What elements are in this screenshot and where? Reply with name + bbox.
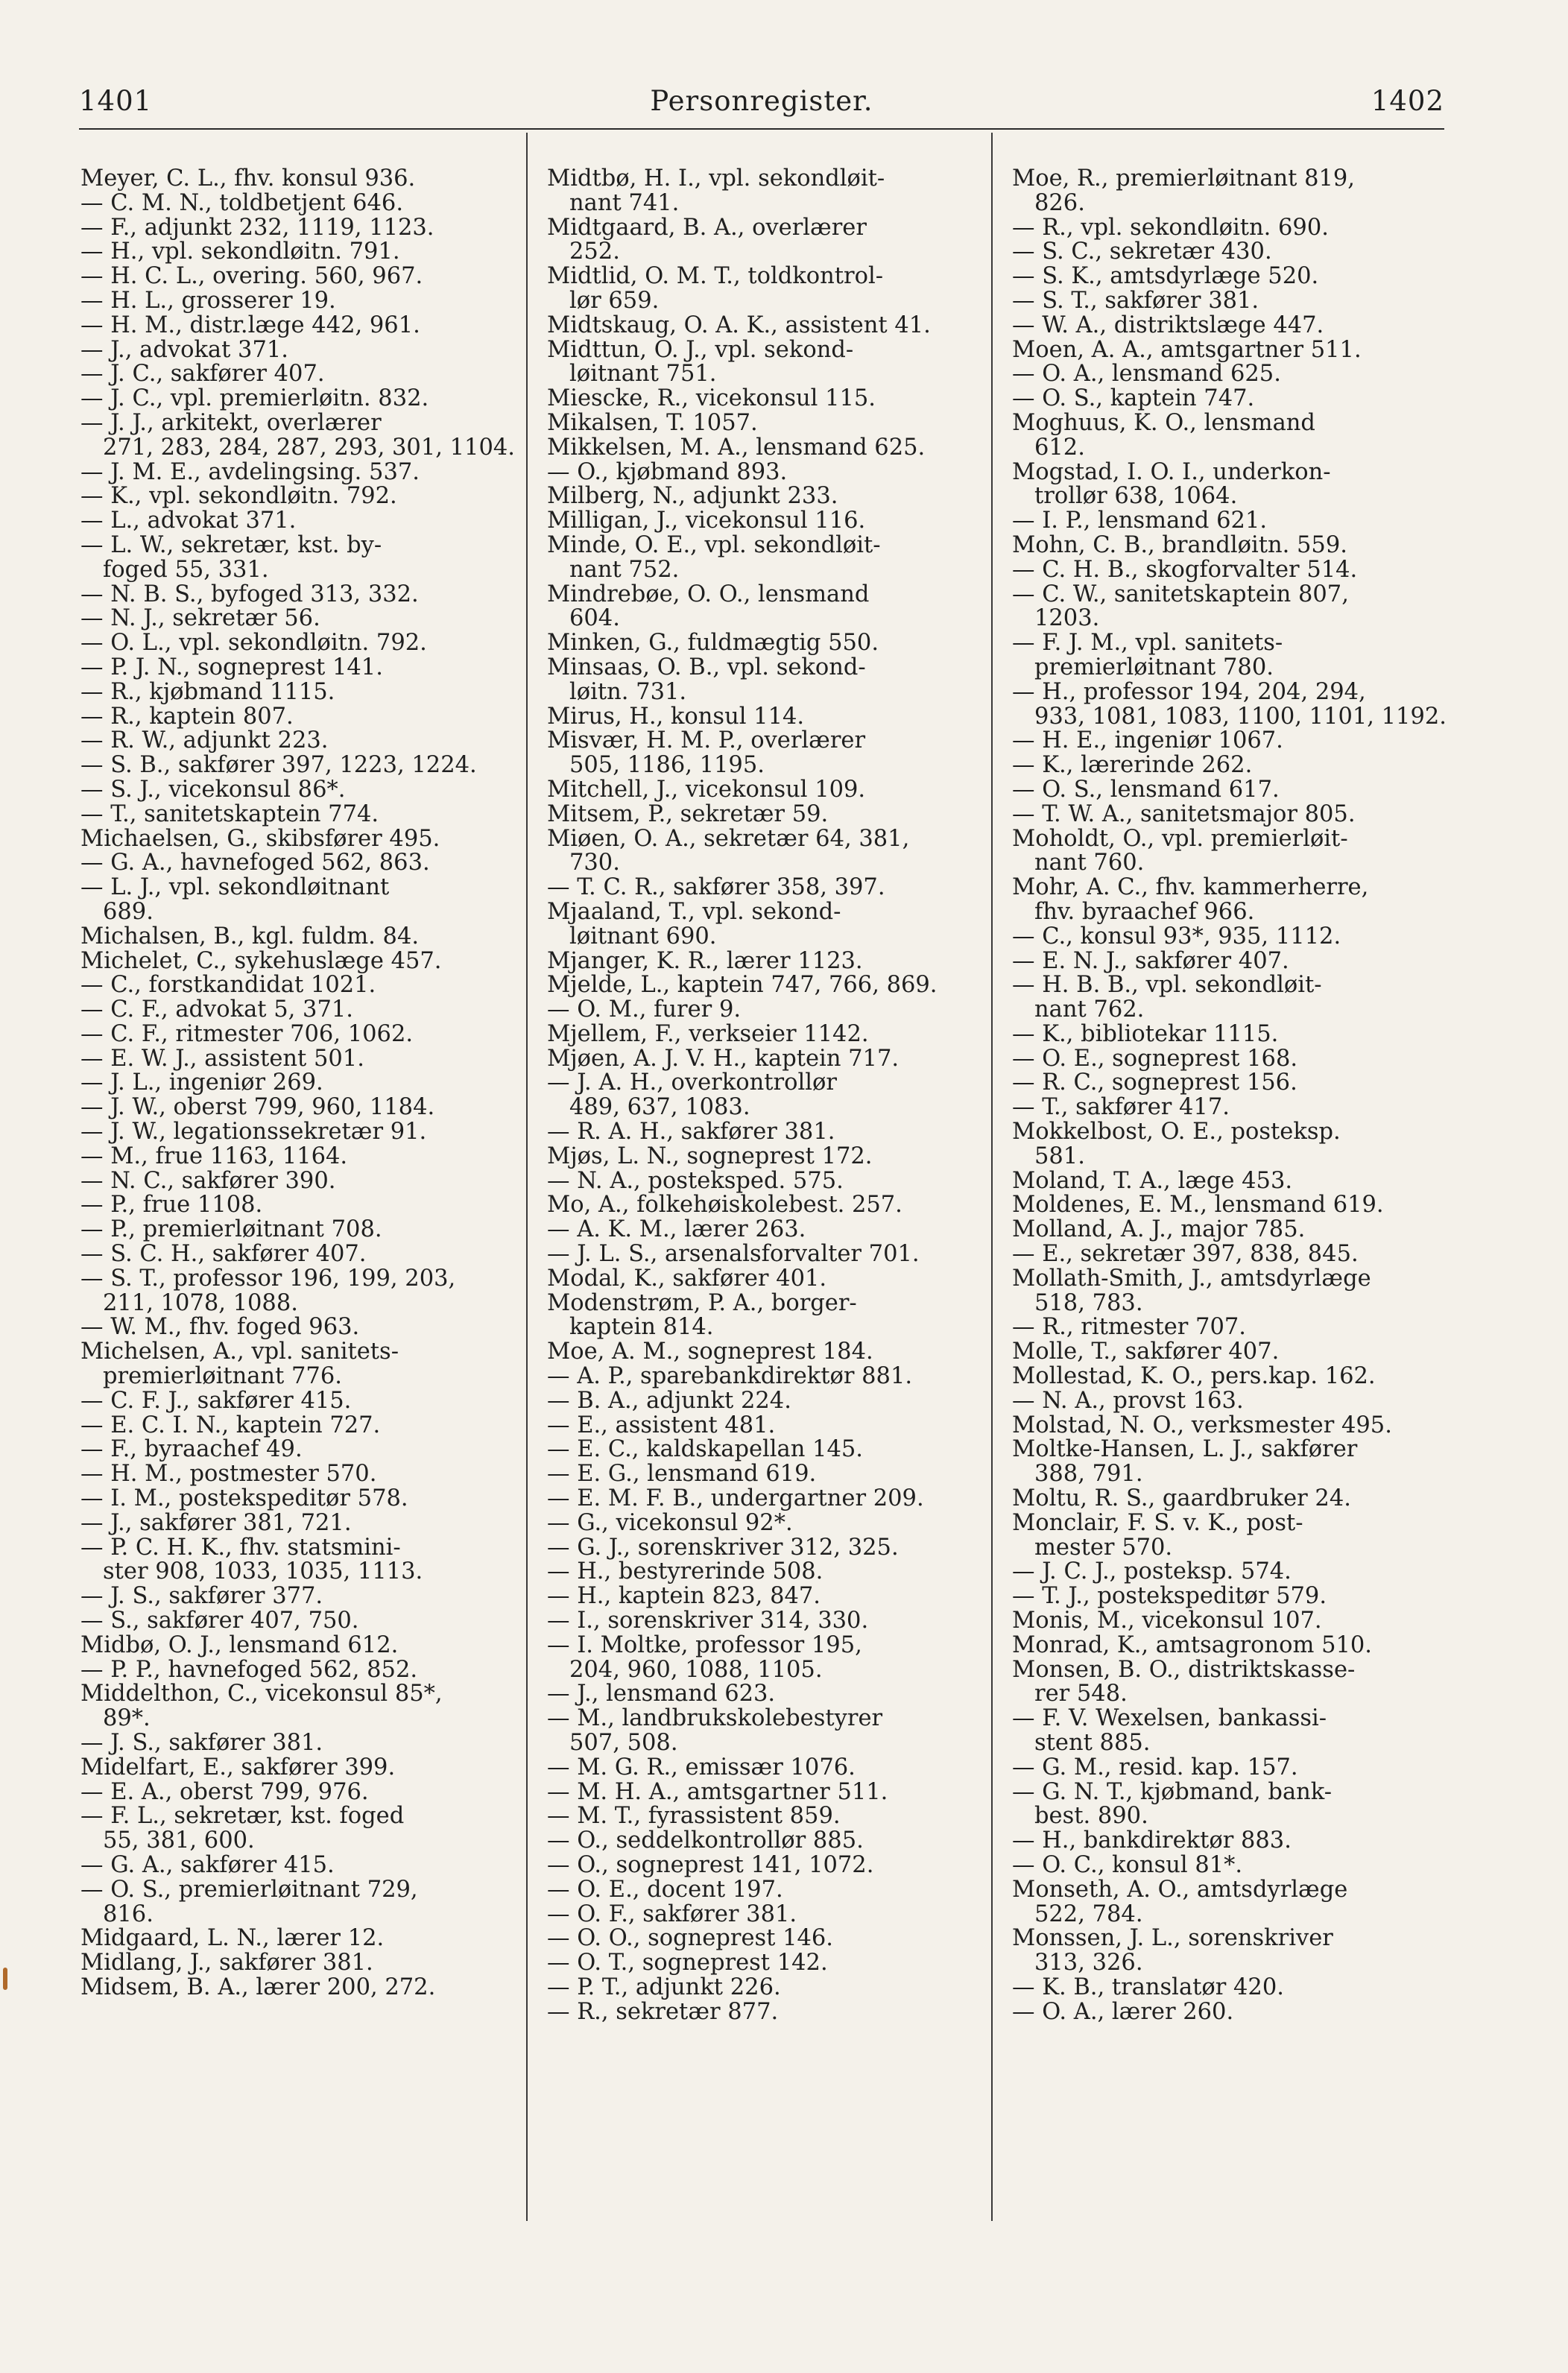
register-entry: Moltu, R. S., gaardbruker 24.: [1012, 1485, 1351, 1512]
column-divider: [991, 133, 993, 2221]
register-entry: Mjaaland, T., vpl. sekond-: [547, 898, 841, 925]
register-entry-continuation: 518, 783.: [1034, 1289, 1143, 1316]
register-entry: — J. L. S., arsenalsforvalter 701.: [547, 1241, 920, 1268]
register-entry: — R. C., sogneprest 156.: [1012, 1069, 1297, 1096]
register-entry: — C. H. B., skogforvalter 514.: [1012, 556, 1358, 583]
register-entry-continuation: 933, 1081, 1083, 1100, 1101, 1192.: [1034, 703, 1447, 730]
register-entry-continuation: 211, 1078, 1088.: [103, 1289, 298, 1316]
register-entry: — E. W. J., assistent 501.: [80, 1045, 364, 1072]
register-entry-continuation: nant 741.: [569, 189, 680, 216]
register-entry: Minsaas, O. B., vpl. sekond-: [547, 654, 866, 680]
register-entry: — P., premierløitnant 708.: [80, 1216, 382, 1243]
register-entry: — J., sakfører 381, 721.: [80, 1509, 352, 1536]
register-entry: — R., vpl. sekondløitn. 690.: [1012, 214, 1329, 241]
page-number-right: 1402: [1371, 85, 1444, 117]
register-entry: — C., forstkandidat 1021.: [80, 972, 376, 999]
register-entry: — M., landbrukskolebestyrer: [547, 1705, 883, 1732]
register-entry-continuation: 689.: [103, 898, 154, 925]
register-entry: — H., bestyrerinde 508.: [547, 1558, 823, 1585]
register-entry: — E. G., lensmand 619.: [547, 1461, 817, 1488]
register-entry: — C., konsul 93*, 935, 1112.: [1012, 923, 1341, 949]
register-entry: — C. F., ritmester 706, 1062.: [80, 1020, 414, 1047]
register-entry: Mohr, A. C., fhv. kammerherre,: [1012, 874, 1369, 901]
register-entry: — J. M. E., avdelingsing. 537.: [80, 458, 420, 485]
register-entry: Midbø, O. J., lensmand 612.: [80, 1631, 399, 1658]
register-entry: — S. T., sakfører 381.: [1012, 287, 1259, 314]
register-entry: — R. A. H., sakfører 381.: [547, 1119, 835, 1146]
register-entry: — S. T., professor 196, 199, 203,: [80, 1265, 456, 1292]
register-entry: — J. C., sakfører 407.: [80, 361, 325, 388]
register-entry: — C. M. N., toldbetjent 646.: [80, 189, 404, 216]
register-entry: Misvær, H. M. P., overlærer: [547, 727, 866, 754]
register-entry-continuation: premierløitnant 780.: [1034, 654, 1274, 680]
register-entry: Mirus, H., konsul 114.: [547, 703, 805, 730]
register-entry: — O. A., lærer 260.: [1012, 1998, 1234, 2025]
register-entry: — S. C. H., sakfører 407.: [80, 1241, 367, 1268]
register-entry: — O. F., sakfører 381.: [547, 1900, 797, 1927]
register-entry: — O. L., vpl. sekondløitn. 792.: [80, 630, 427, 657]
register-entry: — P. C. H. K., fhv. statsmini-: [80, 1534, 401, 1561]
register-entry-continuation: 507, 508.: [569, 1730, 678, 1756]
register-entry: — H., vpl. sekondløitn. 791.: [80, 238, 400, 265]
register-entry: — O. M., furer 9.: [547, 996, 742, 1023]
register-entry: — P., frue 1108.: [80, 1192, 263, 1219]
register-entry: Modenstrøm, P. A., borger-: [547, 1289, 857, 1316]
register-entry-continuation: 204, 960, 1088, 1105.: [569, 1656, 823, 1683]
register-entry: Mitchell, J., vicekonsul 109.: [547, 776, 866, 803]
register-entry: Meyer, C. L., fhv. konsul 936.: [80, 165, 416, 192]
register-entry: — P. P., havnefoged 562, 852.: [80, 1656, 418, 1683]
register-entry: — O., sogneprest 141, 1072.: [547, 1851, 874, 1878]
register-entry: — H., professor 194, 204, 294,: [1012, 678, 1366, 705]
register-entry-continuation: stent 885.: [1034, 1730, 1151, 1756]
register-entry: Midtskaug, O. A. K., assistent 41.: [547, 312, 931, 338]
register-entry: — J. C. J., posteksp. 574.: [1012, 1558, 1292, 1585]
register-entry: Modal, K., sakfører 401.: [547, 1265, 827, 1292]
register-entry: — H. M., distr.læge 442, 961.: [80, 312, 420, 338]
register-entry: Midgaard, L. N., lærer 12.: [80, 1925, 385, 1952]
register-entry: Mjøs, L. N., sogneprest 172.: [547, 1143, 873, 1169]
register-entry: — O. S., lensmand 617.: [1012, 776, 1280, 803]
register-entry: — J. W., oberst 799, 960, 1184.: [80, 1094, 435, 1121]
register-entry: Mjelde, L., kaptein 747, 766, 869.: [547, 972, 938, 999]
register-entry: Mjellem, F., verkseier 1142.: [547, 1020, 869, 1047]
register-entry: Mollath-Smith, J., amtsdyrlæge: [1012, 1265, 1371, 1292]
register-entry: — I. P., lensmand 621.: [1012, 508, 1268, 534]
register-entry: Moldenes, E. M., lensmand 619.: [1012, 1192, 1384, 1219]
register-entry-continuation: 89*.: [103, 1705, 151, 1732]
register-entry: Midtbø, H. I., vpl. sekondløit-: [547, 165, 885, 192]
register-entry-continuation: 313, 326.: [1034, 1950, 1143, 1977]
register-entry: — R., sekretær 877.: [547, 1998, 779, 2025]
register-entry: Michelet, C., sykehuslæge 457.: [80, 947, 442, 974]
column-divider: [526, 133, 528, 2221]
register-entry: Mindrebøe, O. O., lensmand: [547, 581, 870, 607]
register-entry: Moghuus, K. O., lensmand: [1012, 409, 1315, 436]
register-entry: — G., vicekonsul 92*.: [547, 1509, 793, 1536]
register-entry: — M. T., fyrassistent 859.: [547, 1803, 841, 1830]
register-entry: — C. F. J., sakfører 415.: [80, 1387, 352, 1414]
register-entry: — S. K., amtsdyrlæge 520.: [1012, 263, 1319, 290]
register-entry: — H. C. L., overing. 560, 967.: [80, 263, 423, 290]
register-entry-continuation: 1203.: [1034, 605, 1100, 632]
register-entry: — R., kjøbmand 1115.: [80, 678, 335, 705]
register-entry: — E. M. F. B., undergartner 209.: [547, 1485, 924, 1512]
register-entry: — G. A., sakfører 415.: [80, 1851, 335, 1878]
register-entry: — A. P., sparebankdirektør 881.: [547, 1363, 913, 1390]
register-entry: — M. H. A., amtsgartner 511.: [547, 1778, 888, 1805]
register-entry: — O. S., kaptein 747.: [1012, 385, 1255, 412]
register-entry: Miescke, R., vicekonsul 115.: [547, 385, 876, 412]
register-entry: Midttun, O. J., vpl. sekond-: [547, 336, 854, 363]
register-entry-continuation: mester 570.: [1034, 1534, 1173, 1561]
register-entry: — T., sanitetskaptein 774.: [80, 800, 379, 827]
register-entry: — N. B. S., byfoged 313, 332.: [80, 581, 419, 607]
register-entry: Mohn, C. B., brandløitn. 559.: [1012, 531, 1347, 558]
register-entry: — H., kaptein 823, 847.: [547, 1583, 821, 1610]
register-entry: Milligan, J., vicekonsul 116.: [547, 508, 866, 534]
register-entry: — R., ritmester 707.: [1012, 1314, 1246, 1341]
register-entry: Michelsen, A., vpl. sanitets-: [80, 1339, 399, 1365]
register-entry: — H., bankdirektør 883.: [1012, 1827, 1292, 1854]
register-entry: Mogstad, I. O. I., underkon-: [1012, 458, 1331, 485]
page-header: [79, 75, 1444, 119]
register-entry: — O. T., sogneprest 142.: [547, 1950, 828, 1977]
register-entry: — C. F., advokat 5, 371.: [80, 996, 353, 1023]
register-entry: — O. C., konsul 81*.: [1012, 1851, 1243, 1878]
register-entry: Moen, A. A., amtsgartner 511.: [1012, 336, 1362, 363]
register-entry: — T. W. A., sanitetsmajor 805.: [1012, 800, 1356, 827]
register-entry: — L., advokat 371.: [80, 508, 297, 534]
register-entry: Moholdt, O., vpl. premierløit-: [1012, 825, 1348, 852]
register-entry: — S. J., vicekonsul 86*.: [80, 776, 346, 803]
register-entry-continuation: løitnant 751.: [569, 361, 717, 388]
register-entry: Monrad, K., amtsagronom 510.: [1012, 1631, 1372, 1658]
register-entry: — J., advokat 371.: [80, 336, 288, 363]
register-entry: — T. J., postekspeditør 579.: [1012, 1583, 1327, 1610]
register-entry-continuation: 271, 283, 284, 287, 293, 301, 1104.: [103, 434, 515, 461]
register-entry: Monseth, A. O., amtsdyrlæge: [1012, 1876, 1348, 1903]
register-entry: — N. A., provst 163.: [1012, 1387, 1244, 1414]
register-entry-continuation: fhv. byraachef 966.: [1034, 898, 1255, 925]
register-entry-continuation: premierløitnant 776.: [103, 1363, 342, 1390]
register-entry: Monsen, B. O., distriktskasse-: [1012, 1656, 1356, 1683]
register-entry-continuation: 252.: [569, 238, 620, 265]
register-entry: — B. A., adjunkt 224.: [547, 1387, 791, 1414]
register-entry-continuation: 816.: [103, 1900, 154, 1927]
register-entry: — H. L., grosserer 19.: [80, 287, 336, 314]
register-entry-continuation: 522, 784.: [1034, 1900, 1143, 1927]
register-entry: — A. K. M., lærer 263.: [547, 1216, 806, 1243]
register-entry: — M. G. R., emissær 1076.: [547, 1754, 856, 1780]
register-entry: Midlang, J., sakfører 381.: [80, 1950, 373, 1977]
register-entry: Minde, O. E., vpl. sekondløit-: [547, 531, 881, 558]
register-entry: — F. L., sekretær, kst. foged: [80, 1803, 405, 1830]
register-entry: — J. A. H., overkontrollør: [547, 1069, 837, 1096]
register-entry-continuation: løitn. 731.: [569, 678, 687, 705]
register-entry: — H. M., postmester 570.: [80, 1461, 377, 1488]
register-entry: — G. J., sorenskriver 312, 325.: [547, 1534, 899, 1561]
register-entry: — J., lensmand 623.: [547, 1681, 776, 1707]
register-entry-continuation: rer 548.: [1034, 1681, 1128, 1707]
register-entry-continuation: 581.: [1034, 1143, 1085, 1169]
register-entry: — E. N. J., sakfører 407.: [1012, 947, 1289, 974]
register-entry: Molland, A. J., major 785.: [1012, 1216, 1306, 1243]
register-entry: Mo, A., folkehøiskolebest. 257.: [547, 1192, 902, 1219]
register-entry: Mitsem, P., sekretær 59.: [547, 800, 829, 827]
register-entry: — E. A., oberst 799, 976.: [80, 1778, 369, 1805]
register-entry: Midtgaard, B. A., overlærer: [547, 214, 867, 241]
register-entry: — E. C. I. N., kaptein 727.: [80, 1412, 381, 1438]
register-entry: Moe, R., premierløitnant 819,: [1012, 165, 1356, 192]
register-entry: Mjanger, K. R., lærer 1123.: [547, 947, 863, 974]
register-entry: — M., frue 1163, 1164.: [80, 1143, 348, 1169]
register-entry: — H. E., ingeniør 1067.: [1012, 727, 1283, 754]
register-entry: Milberg, N., adjunkt 233.: [547, 483, 838, 510]
page-number-left: 1401: [79, 85, 153, 117]
register-entry-continuation: 826.: [1034, 189, 1085, 216]
register-entry: — R., kaptein 807.: [80, 703, 294, 730]
register-entry: — G. M., resid. kap. 157.: [1012, 1754, 1298, 1780]
register-entry: Midsem, B. A., lærer 200, 272.: [80, 1974, 436, 2000]
register-entry: — J. J., arkitekt, overlærer: [80, 409, 382, 436]
register-entry: Monclair, F. S. v. K., post-: [1012, 1509, 1303, 1536]
register-entry-continuation: 604.: [569, 605, 620, 632]
register-entry: — J. C., vpl. premierløitn. 832.: [80, 385, 429, 412]
register-entry: — F., byraachef 49.: [80, 1436, 303, 1463]
header-rule: [79, 128, 1444, 130]
register-entry: — L. J., vpl. sekondløitnant: [80, 874, 390, 901]
register-entry-continuation: kaptein 814.: [569, 1314, 714, 1341]
register-entry-continuation: trollør 638, 1064.: [1034, 483, 1238, 510]
register-entry: Miøen, O. A., sekretær 64, 381,: [547, 825, 910, 852]
register-entry: — I. Moltke, professor 195,: [547, 1631, 862, 1658]
register-entry: Mikalsen, T. 1057.: [547, 409, 758, 436]
register-entry: — J. L., ingeniør 269.: [80, 1069, 323, 1096]
register-entry: — P. T., adjunkt 226.: [547, 1974, 781, 2000]
register-entry: — W. M., fhv. foged 963.: [80, 1314, 360, 1341]
register-entry: Mikkelsen, M. A., lensmand 625.: [547, 434, 926, 461]
register-entry: — J. S., sakfører 377.: [80, 1583, 323, 1610]
register-entry-continuation: 730.: [569, 850, 620, 876]
register-entry: — O. A., lensmand 625.: [1012, 361, 1281, 388]
register-entry: — S., sakfører 407, 750.: [80, 1608, 359, 1634]
register-entry-continuation: 505, 1186, 1195.: [569, 752, 765, 779]
register-entry: — I. M., postekspeditør 578.: [80, 1485, 408, 1512]
register-entry: — H. B. B., vpl. sekondløit-: [1012, 972, 1322, 999]
register-entry: — C. W., sanitetskaptein 807,: [1012, 581, 1349, 607]
page-title: Personregister.: [650, 85, 873, 117]
register-entry-continuation: foged 55, 331.: [103, 556, 269, 583]
register-entry: — O. S., premierløitnant 729,: [80, 1876, 418, 1903]
register-entry: — F. J. M., vpl. sanitets-: [1012, 630, 1283, 657]
register-entry: — K., vpl. sekondløitn. 792.: [80, 483, 397, 510]
register-entry: — N. C., sakfører 390.: [80, 1167, 336, 1194]
register-entry-continuation: nant 762.: [1034, 996, 1145, 1023]
register-entry: — P. J. N., sogneprest 141.: [80, 654, 383, 680]
register-entry-continuation: løitnant 690.: [569, 923, 717, 949]
register-entry-continuation: nant 752.: [569, 556, 680, 583]
register-entry: — E., assistent 481.: [547, 1412, 776, 1438]
register-entry: — W. A., distriktslæge 447.: [1012, 312, 1324, 338]
register-entry: — G. N. T., kjøbmand, bank-: [1012, 1778, 1333, 1805]
register-entry: Michalsen, B., kgl. fuldm. 84.: [80, 923, 420, 949]
register-entry: — T., sakfører 417.: [1012, 1094, 1230, 1121]
register-entry: Middelthon, C., vicekonsul 85*,: [80, 1681, 443, 1707]
register-entry: — S. B., sakfører 397, 1223, 1224.: [80, 752, 477, 779]
register-entry: Moe, A. M., sogneprest 184.: [547, 1339, 873, 1365]
register-entry-continuation: 612.: [1034, 434, 1085, 461]
register-entry: — O. E., sogneprest 168.: [1012, 1045, 1298, 1072]
register-entry-continuation: 55, 381, 600.: [103, 1827, 255, 1854]
register-entry: Midtlid, O. M. T., toldkontrol-: [547, 263, 884, 290]
register-entry: — N. A., posteksped. 575.: [547, 1167, 844, 1194]
register-entry: Monis, M., vicekonsul 107.: [1012, 1608, 1322, 1634]
register-entry: — K., bibliotekar 1115.: [1012, 1020, 1279, 1047]
register-entry: — K. B., translatør 420.: [1012, 1974, 1284, 2000]
register-entry: Michaelsen, G., skibsfører 495.: [80, 825, 440, 852]
register-entry-continuation: 489, 637, 1083.: [569, 1094, 750, 1121]
register-entry: Molstad, N. O., verksmester 495.: [1012, 1412, 1392, 1438]
register-entry: — J. W., legationssekretær 91.: [80, 1119, 427, 1146]
register-entry: — J. S., sakfører 381.: [80, 1730, 323, 1756]
register-entry: Midelfart, E., sakfører 399.: [80, 1754, 396, 1780]
register-entry-continuation: best. 890.: [1034, 1803, 1148, 1830]
register-entry: — F. V. Wexelsen, bankassi-: [1012, 1705, 1327, 1732]
register-column-3: [1012, 165, 1447, 2025]
register-entry: — R. W., adjunkt 223.: [80, 727, 329, 754]
register-entry-continuation: ster 908, 1033, 1035, 1113.: [103, 1558, 423, 1585]
register-entry: Moltke-Hansen, L. J., sakfører: [1012, 1436, 1358, 1463]
register-entry: — T. C. R., sakfører 358, 397.: [547, 874, 885, 901]
register-entry: Mollestad, K. O., pers.kap. 162.: [1012, 1363, 1376, 1390]
register-entry: — O., seddelkontrollør 885.: [547, 1827, 864, 1854]
register-entry: — K., lærerinde 262.: [1012, 752, 1253, 779]
register-entry: — I., sorenskriver 314, 330.: [547, 1608, 869, 1634]
register-entry: — N. J., sekretær 56.: [80, 605, 320, 632]
register-entry: — G. A., havnefoged 562, 863.: [80, 850, 430, 876]
register-entry: Monssen, J. L., sorenskriver: [1012, 1925, 1333, 1952]
register-entry: — F., adjunkt 232, 1119, 1123.: [80, 214, 434, 241]
register-entry: — E., sekretær 397, 838, 845.: [1012, 1241, 1359, 1268]
register-column-1: [80, 167, 513, 2000]
register-entry: Moland, T. A., læge 453.: [1012, 1167, 1293, 1194]
register-entry: Mokkelbost, O. E., posteksp.: [1012, 1119, 1341, 1146]
register-entry: — L. W., sekretær, kst. by-: [80, 531, 382, 558]
register-entry: Minken, G., fuldmægtig 550.: [547, 630, 879, 657]
register-entry-continuation: 388, 791.: [1034, 1461, 1143, 1488]
register-entry: — O., kjøbmand 893.: [547, 458, 788, 485]
register-entry-continuation: nant 760.: [1034, 850, 1145, 876]
register-entry: — O. E., docent 197.: [547, 1876, 783, 1903]
register-entry-continuation: lør 659.: [569, 287, 660, 314]
register-entry: — O. O., sogneprest 146.: [547, 1925, 834, 1952]
register-entry: Molle, T., sakfører 407.: [1012, 1339, 1280, 1365]
register-entry: — S. C., sekretær 430.: [1012, 238, 1272, 265]
register-column-2: [547, 167, 979, 2025]
register-entry: Mjøen, A. J. V. H., kaptein 717.: [547, 1045, 900, 1072]
page-edge-mark: [3, 1968, 7, 1990]
register-entry: — E. C., kaldskapellan 145.: [547, 1436, 863, 1463]
